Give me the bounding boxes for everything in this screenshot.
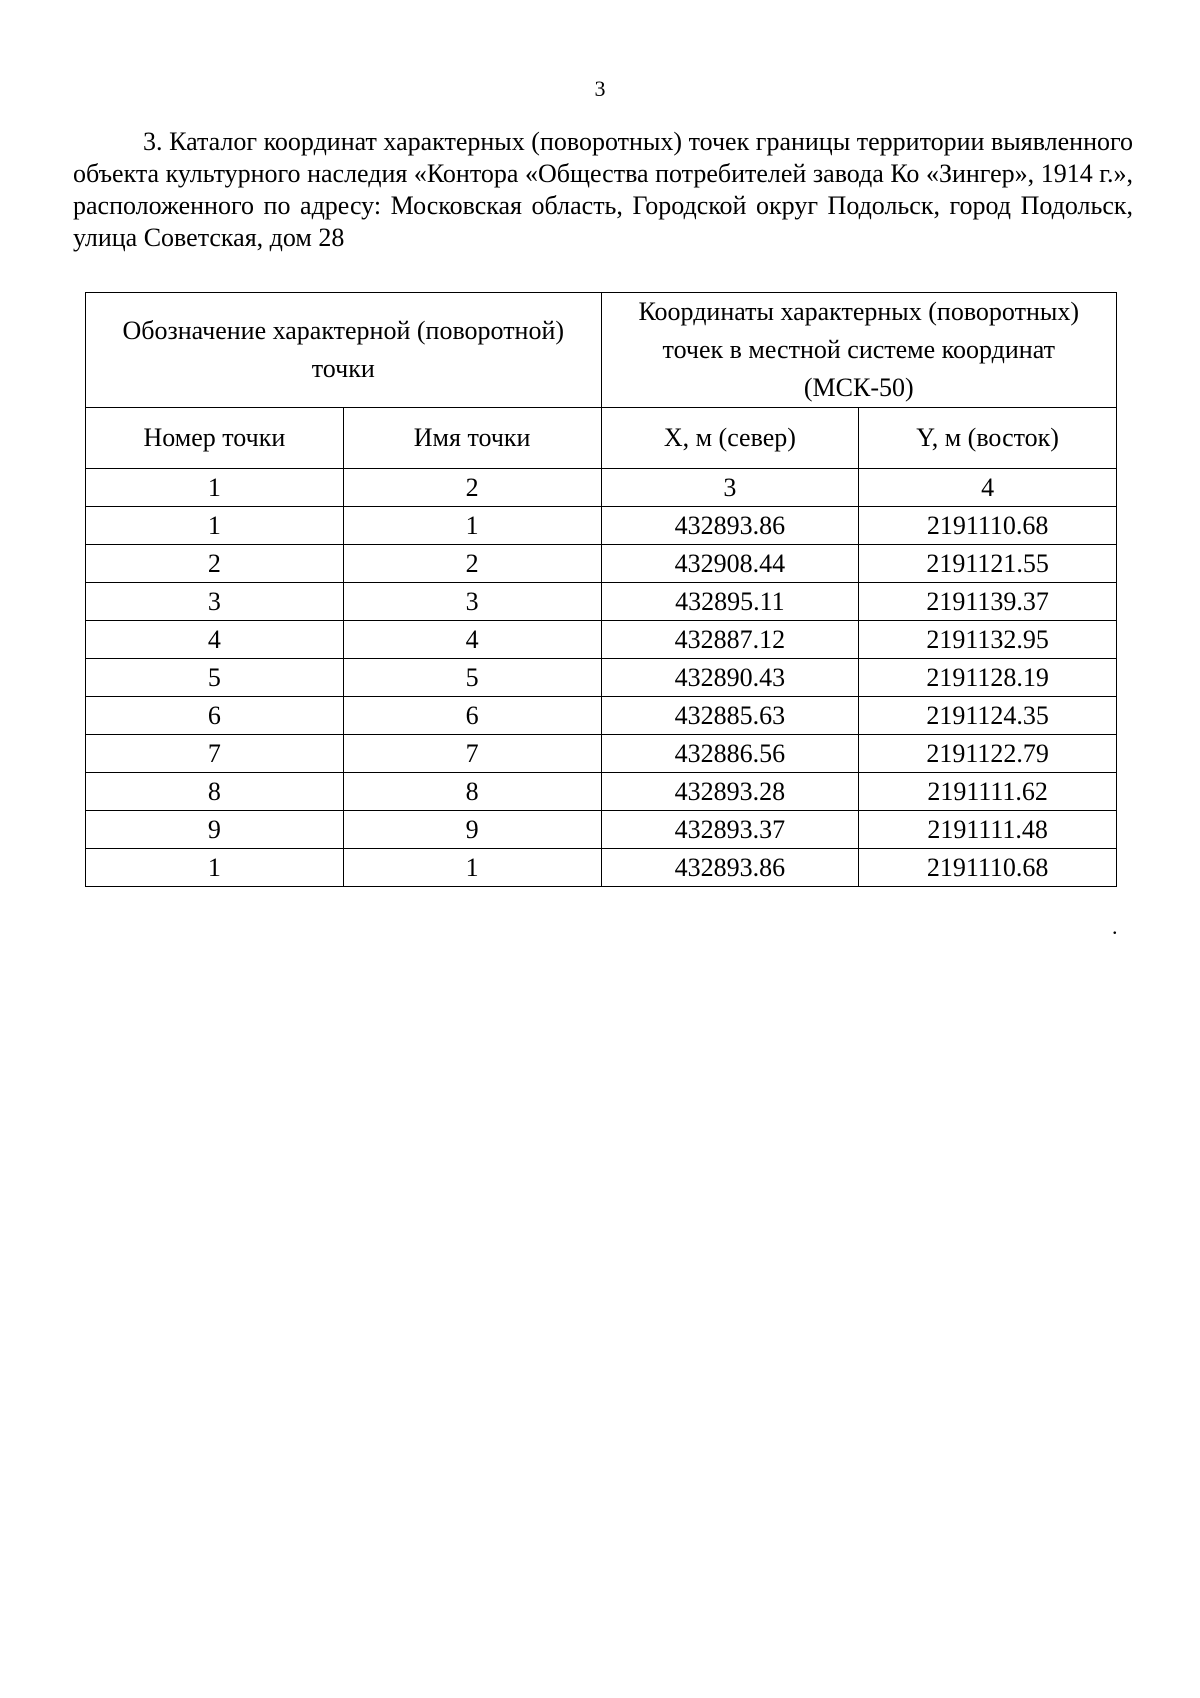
table-row bbox=[86, 735, 1117, 773]
table-group-header-row bbox=[86, 293, 1117, 408]
x-coordinate-cell: 432908.44 bbox=[601, 545, 859, 583]
y-coordinate-cell: 2191139.37 bbox=[859, 583, 1117, 621]
x-coordinate-cell: 432893.86 bbox=[601, 507, 859, 545]
y-coordinate-cell: 2191110.68 bbox=[859, 849, 1117, 887]
y-coordinate-cell: 2191110.68 bbox=[859, 507, 1117, 545]
point-name-cell: 4 bbox=[343, 621, 601, 659]
table-row bbox=[86, 507, 1117, 545]
point-name-cell: 1 bbox=[343, 507, 601, 545]
point-name-cell: 3 bbox=[343, 583, 601, 621]
point-name-cell: 6 bbox=[343, 697, 601, 735]
point-number-cell: 5 bbox=[86, 659, 344, 697]
point-number-cell: 2 bbox=[86, 545, 344, 583]
x-coordinate-cell: 432893.28 bbox=[601, 773, 859, 811]
table-row bbox=[86, 659, 1117, 697]
point-number-cell: 9 bbox=[86, 811, 344, 849]
x-coordinate-cell: 432893.86 bbox=[601, 849, 859, 887]
point-number-cell: 8 bbox=[86, 773, 344, 811]
coordinates-table bbox=[85, 292, 1117, 887]
point-number-cell: 7 bbox=[86, 735, 344, 773]
section-heading: 3. Каталог координат характерных (поворотных) точек границы территории выявленного объекта культурного наследия «Контора «Общества потребителей завода Ко «Зингер», 1914 г.», расположенного по адресу: Московская область, Городской округ Подольск, город Подольск, улица Советская, дом 28 bbox=[73, 127, 1133, 252]
table-row bbox=[86, 697, 1117, 735]
point-name-cell: 1 bbox=[343, 849, 601, 887]
point-name-cell: 9 bbox=[343, 811, 601, 849]
column-header-x: X, м (север) bbox=[601, 408, 859, 469]
column-number: 1 bbox=[86, 469, 344, 507]
point-number-cell: 3 bbox=[86, 583, 344, 621]
x-coordinate-cell: 432885.63 bbox=[601, 697, 859, 735]
point-number-cell: 1 bbox=[86, 849, 344, 887]
point-name-cell: 2 bbox=[343, 545, 601, 583]
column-number-row bbox=[86, 469, 1117, 507]
table-row bbox=[86, 621, 1117, 659]
x-coordinate-cell: 432886.56 bbox=[601, 735, 859, 773]
table-column-header-row bbox=[86, 408, 1117, 469]
point-number-cell: 1 bbox=[86, 507, 344, 545]
y-coordinate-cell: 2191132.95 bbox=[859, 621, 1117, 659]
column-header-point-name: Имя точки bbox=[343, 408, 601, 469]
point-number-cell: 4 bbox=[86, 621, 344, 659]
point-number-cell: 6 bbox=[86, 697, 344, 735]
column-header-point-number: Номер точки bbox=[86, 408, 344, 469]
designation-group-header: Обозначение характерной (поворотной) точки bbox=[86, 293, 602, 408]
x-coordinate-cell: 432895.11 bbox=[601, 583, 859, 621]
column-number: 2 bbox=[343, 469, 601, 507]
y-coordinate-cell: 2191128.19 bbox=[859, 659, 1117, 697]
x-coordinate-cell: 432887.12 bbox=[601, 621, 859, 659]
column-header-y: Y, м (восток) bbox=[859, 408, 1117, 469]
y-coordinate-cell: 2191111.62 bbox=[859, 773, 1117, 811]
y-coordinate-cell: 2191111.48 bbox=[859, 811, 1117, 849]
column-number: 3 bbox=[601, 469, 859, 507]
table-row bbox=[86, 583, 1117, 621]
page-number: 3 bbox=[594, 76, 606, 101]
table-row bbox=[86, 811, 1117, 849]
trailing-period: . bbox=[1112, 914, 1118, 939]
y-coordinate-cell: 2191124.35 bbox=[859, 697, 1117, 735]
point-name-cell: 7 bbox=[343, 735, 601, 773]
table-row bbox=[86, 545, 1117, 583]
x-coordinate-cell: 432893.37 bbox=[601, 811, 859, 849]
point-name-cell: 5 bbox=[343, 659, 601, 697]
table-row bbox=[86, 849, 1117, 887]
point-name-cell: 8 bbox=[343, 773, 601, 811]
column-number: 4 bbox=[859, 469, 1117, 507]
y-coordinate-cell: 2191122.79 bbox=[859, 735, 1117, 773]
y-coordinate-cell: 2191121.55 bbox=[859, 545, 1117, 583]
x-coordinate-cell: 432890.43 bbox=[601, 659, 859, 697]
coordinates-group-header: Координаты характерных (поворотных) точек в местной системе координат (МСК-50) bbox=[601, 293, 1117, 408]
table-row bbox=[86, 773, 1117, 811]
